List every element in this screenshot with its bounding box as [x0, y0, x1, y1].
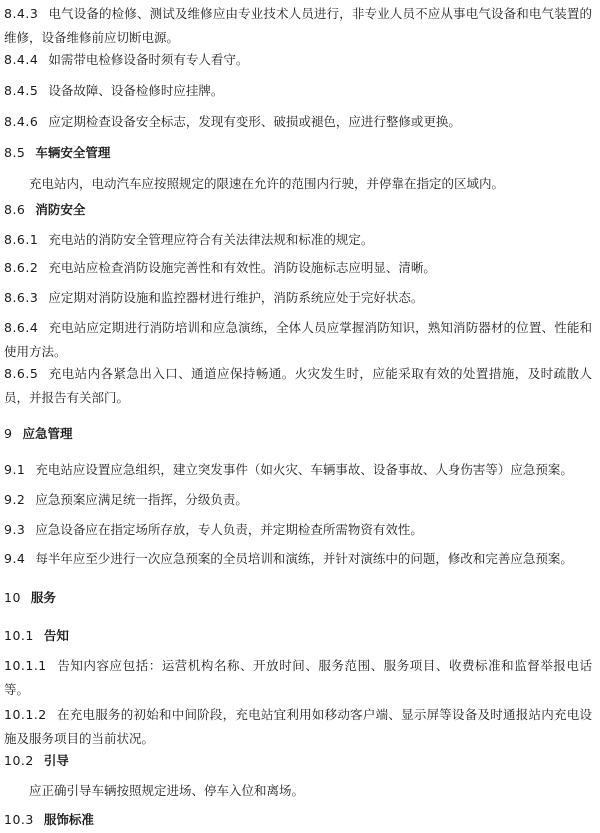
section-title: 应急管理: [22, 426, 73, 441]
section-heading-9: [4, 422, 72, 446]
section-number: 8.6: [4, 202, 26, 217]
section-heading-10-1: [4, 624, 69, 648]
clause-8-4-6: [4, 110, 592, 134]
clause-text: 在充电服务的初始和中间阶段，充电站宜利用如移动客户端、显示屏等设备及时通报站内充电设施及服务项目的当前状况。: [4, 707, 592, 746]
clause-text: 充电站应定期进行消防培训和应急演练，全体人员应掌握消防知识，熟知消防器材的位置、性能和使用方法。: [4, 320, 592, 359]
clause-text: 如需带电检修设备时须有专人看守。: [48, 52, 249, 67]
clause-text: 每半年应至少进行一次应急预案的全员培训和演练，并针对演练中的问题，修改和完善应急预案。: [35, 551, 573, 566]
section-number: 10.1: [4, 628, 34, 643]
clause-number: 9.1: [4, 462, 26, 477]
clause-8-4-3: [4, 2, 592, 50]
clause-number: 8.6.1: [4, 232, 39, 247]
clause-8-4-4: [4, 48, 592, 72]
clause-9-1: [4, 458, 592, 482]
section-heading-10-2: [4, 749, 69, 773]
clause-text: 应急设备应在指定场所存放，专人负责，并定期检查所需物资有效性。: [35, 522, 423, 537]
clause-number: 10.1.2: [4, 707, 47, 722]
section-heading-8-5: [4, 141, 110, 165]
clause-text: 充电站内，电动汽车应按照规定的限速在允许的范围内行驶，并停靠在指定的区域内。: [29, 176, 505, 191]
section-title: 车辆安全管理: [35, 145, 111, 160]
clause-text: 应急预案应满足统一指挥，分级负责。: [35, 492, 248, 507]
clause-number: 8.6.2: [4, 260, 39, 275]
clause-number: 9.4: [4, 551, 26, 566]
clause-9-2: [4, 488, 592, 512]
clause-text: 充电站内各紧急出入口、通道应保持畅通。火灾发生时，应能采取有效的处置措施，及时疏散人员，并报告有关部门。: [4, 366, 592, 405]
section-title: 服饰标准: [43, 812, 94, 827]
clause-number: 10.1.1: [4, 658, 47, 673]
clause-number: 8.4.4: [4, 52, 39, 67]
clause-10-1-1: [4, 654, 592, 702]
clause-number: 8.4.3: [4, 6, 39, 21]
clause-8-6-4: [4, 316, 592, 364]
section-title: 告知: [43, 628, 69, 643]
section-heading-10: [4, 586, 56, 610]
clause-text: 设备故障、设备检修时应挂牌。: [48, 83, 224, 98]
section-number: 10: [4, 590, 21, 605]
section-title: 消防安全: [35, 202, 86, 217]
clause-8-6-2: [4, 256, 592, 280]
clause-text: 充电站应设置应急组织，建立突发事件（如火灾、车辆事故、设备事故、人身伤害等）应急预案。: [35, 462, 573, 477]
clause-text: 充电站应检查消防设施完善性和有效性。消防设施标志应明显、清晰。: [48, 260, 436, 275]
clause-10-1-2: [4, 703, 592, 751]
clause-number: 9.3: [4, 522, 26, 537]
clause-8-4-5: [4, 79, 592, 103]
section-title: 引导: [43, 753, 69, 768]
section-number: 9: [4, 426, 13, 441]
clause-number: 8.6.5: [4, 366, 39, 381]
clause-9-3: [4, 518, 592, 542]
clause-number: 8.4.6: [4, 114, 39, 129]
section-title: 服务: [30, 590, 56, 605]
section-number: 10.2: [4, 753, 34, 768]
clause-9-4: [4, 547, 592, 571]
clause-number: 9.2: [4, 492, 26, 507]
section-heading-8-6: [4, 198, 85, 222]
clause-text: 应正确引导车辆按照规定进场、停车入位和离场。: [29, 783, 305, 798]
clause-text: 告知内容应包括：运营机构名称、开放时间、服务范围、服务项目、收费标准和监督举报电话等。: [4, 658, 592, 697]
section-heading-10-3: [4, 808, 94, 832]
clause-number: 8.6.3: [4, 290, 39, 305]
clause-10-2-body: [4, 779, 592, 803]
clause-8-6-1: [4, 228, 592, 252]
clause-text: 应定期对消防设施和监控器材进行维护，消防系统应处于完好状态。: [48, 290, 424, 305]
clause-8-6-5: [4, 362, 592, 410]
section-number: 8.5: [4, 145, 26, 160]
clause-8-5-body: [4, 172, 592, 196]
clause-number: 8.6.4: [4, 320, 39, 335]
clause-text: 应定期检查设备安全标志，发现有变形、破损或褪色，应进行整修或更换。: [48, 114, 461, 129]
clause-number: 8.4.5: [4, 83, 39, 98]
clause-8-6-3: [4, 286, 592, 310]
section-number: 10.3: [4, 812, 34, 827]
clause-text: 电气设备的检修、测试及维修应由专业技术人员进行，非专业人员不应从事电气设备和电气装置的维修，设备维修前应切断电源。: [4, 6, 592, 45]
clause-text: 充电站的消防安全管理应符合有关法律法规和标准的规定。: [48, 232, 374, 247]
